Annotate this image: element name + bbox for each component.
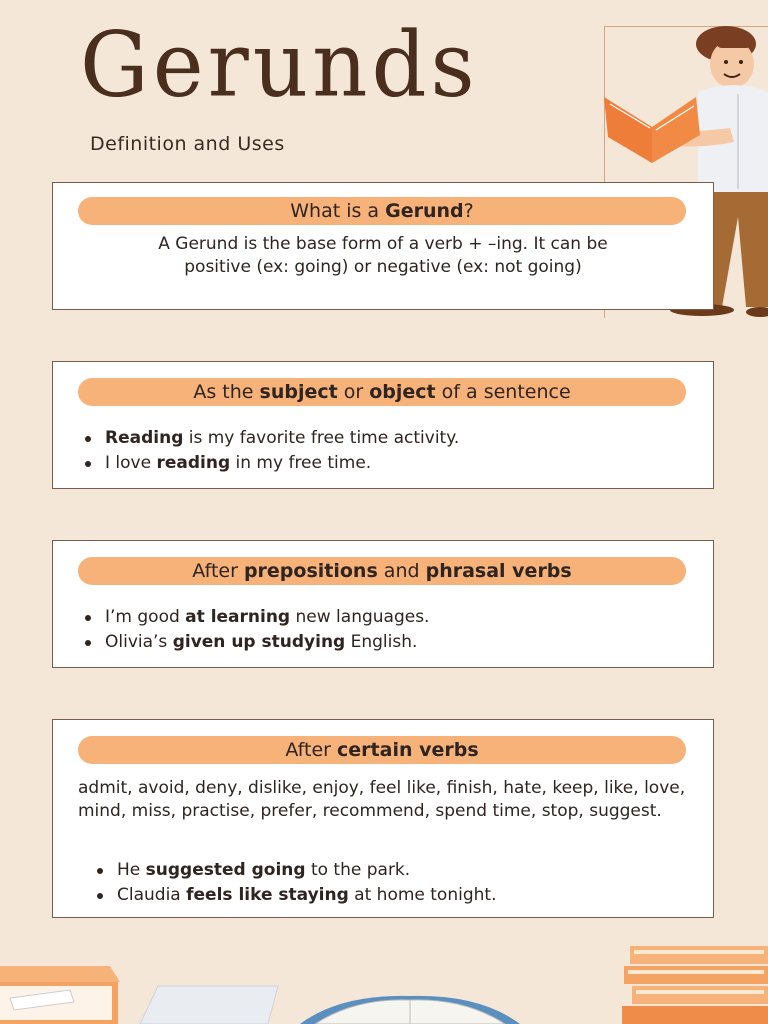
prepositions-card [52,540,714,668]
certain-verbs-card [52,719,714,918]
emphasis-text: prepositions [243,560,378,582]
emphasis-text: subject [259,381,338,403]
example-sentence [81,451,459,476]
plain-text: He [117,860,146,880]
subject-object-card [52,361,714,489]
plain-text: I love [105,453,157,473]
subject-object-heading [78,378,686,406]
plain-text: new languages. [290,607,430,627]
heading-text: ? [463,200,474,222]
emphasis-text: object [369,381,436,403]
plain-text: After [285,739,338,761]
emphasis-text: phrasal verbs [425,560,572,582]
page-title: Gerunds [80,12,479,118]
certain-verbs-heading [78,736,686,764]
open-book-illustration [130,975,600,1024]
emphasis-text: suggested going [145,860,306,880]
plain-text: to the park. [305,860,411,880]
emphasis-text: reading [156,453,231,473]
certain-verbs-examples [93,858,496,908]
example-sentence [93,883,496,908]
plain-text: of a sentence [435,381,571,403]
subject-object-examples [81,426,459,476]
prepositions-heading [78,557,686,585]
prepositions-examples [81,605,429,655]
plain-text: As the [193,381,260,403]
definition-text: A Gerund is the base form of a verb + –ing. It can be positive (ex: going) or negative (ex: not going) [158,234,608,277]
emphasis-text: Reading [105,428,184,448]
plain-text: English. [345,632,418,652]
plain-text: Olivia’s [105,632,173,652]
emphasis-text: given up studying [172,632,346,652]
plain-text: is my favorite free time activity. [183,428,460,448]
heading-bold-text: Gerund [385,200,464,222]
book-stack-right-illustration [620,942,768,1024]
example-sentence [81,630,429,655]
emphasis-text: at learning [185,607,291,627]
example-sentence [81,426,459,451]
emphasis-text: certain verbs [337,739,479,761]
plain-text: at home tonight. [348,885,497,905]
plain-text: I’m good [105,607,186,627]
plain-text: Claudia [117,885,187,905]
definition-card [52,182,714,310]
definition-heading [78,197,686,225]
verb-list: admit, avoid, deny, dislike, enjoy, feel like, finish, hate, keep, like, love, mind, miss, practise, prefer, recommend, spend time, stop, suggest. [78,778,686,821]
page-subtitle: Definition and Uses [90,133,285,155]
plain-text: and [377,560,426,582]
emphasis-text: feels like staying [186,885,349,905]
example-sentence [81,605,429,630]
plain-text: in my free time. [230,453,372,473]
plain-text: or [337,381,370,403]
plain-text: After [192,560,244,582]
heading-text: What is a [290,200,386,222]
example-sentence [93,858,496,883]
book-stack-left-illustration [0,958,130,1024]
